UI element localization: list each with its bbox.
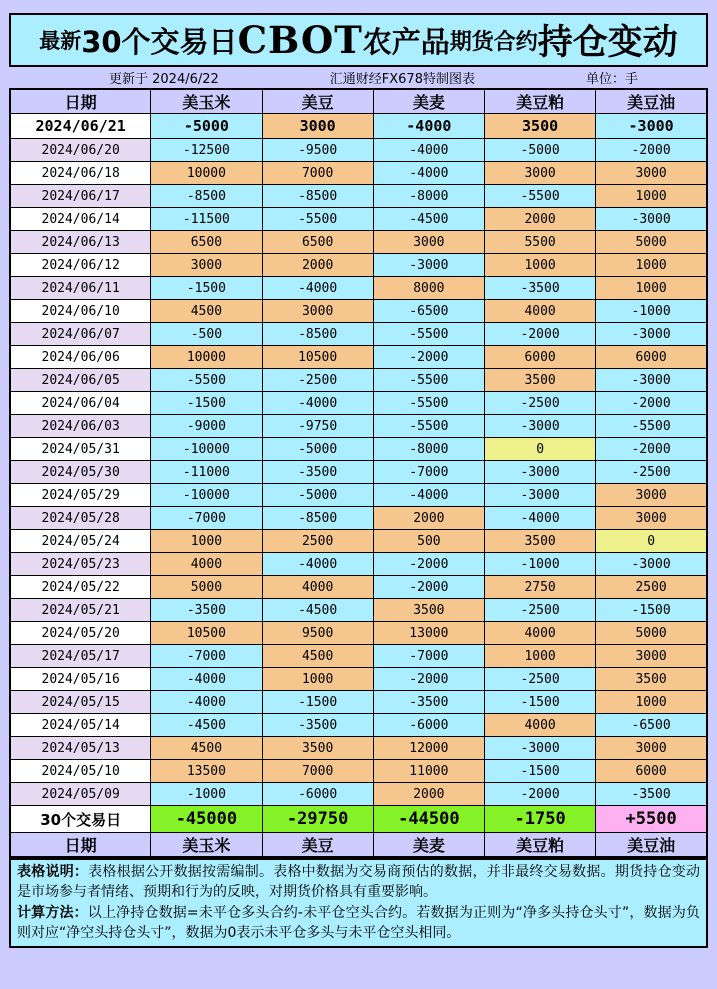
date-cell: 2024/06/21	[10, 114, 151, 139]
value-cell-美豆粕: 6000	[484, 346, 595, 369]
value-cell-美玉米: 10500	[151, 622, 262, 645]
footer-column-header-5: 美豆油	[596, 833, 707, 858]
summary-label: 30个交易日	[10, 806, 151, 833]
value-cell-美豆: -1500	[262, 691, 373, 714]
value-cell-美玉米: -500	[151, 323, 262, 346]
date-cell: 2024/05/31	[10, 438, 151, 461]
value-cell-美麦: 3000	[373, 231, 484, 254]
summary-value-美豆油: +5500	[596, 806, 707, 833]
date-cell: 2024/05/28	[10, 507, 151, 530]
date-cell: 2024/05/23	[10, 553, 151, 576]
date-cell: 2024/05/10	[10, 760, 151, 783]
value-cell-美麦: -5500	[373, 323, 484, 346]
value-cell-美豆粕: -4000	[484, 507, 595, 530]
value-cell-美玉米: 1000	[151, 530, 262, 553]
title-part-4: 农产品	[362, 24, 450, 59]
date-cell: 2024/05/21	[10, 599, 151, 622]
notes-label-1: 表格说明：	[17, 864, 89, 880]
value-cell-美豆粕: -5000	[484, 139, 595, 162]
value-cell-美豆油: 3000	[596, 737, 707, 760]
value-cell-美豆: -2500	[262, 369, 373, 392]
table-row	[10, 369, 707, 392]
subtitle-row	[9, 67, 708, 88]
value-cell-美豆: 4500	[262, 645, 373, 668]
value-cell-美玉米: 10000	[151, 162, 262, 185]
table-row	[10, 300, 707, 323]
positions-table	[9, 88, 708, 858]
notes-box	[9, 858, 708, 948]
value-cell-美豆油: -2500	[596, 461, 707, 484]
value-cell-美豆油: 1000	[596, 185, 707, 208]
value-cell-美玉米: -11000	[151, 461, 262, 484]
value-cell-美麦: -5500	[373, 369, 484, 392]
value-cell-美豆油: 6000	[596, 346, 707, 369]
table-row	[10, 507, 707, 530]
value-cell-美玉米: -9000	[151, 415, 262, 438]
value-cell-美麦: -8000	[373, 185, 484, 208]
value-cell-美玉米: -10000	[151, 438, 262, 461]
table-row	[10, 277, 707, 300]
value-cell-美豆油: 3000	[596, 484, 707, 507]
value-cell-美麦: 2000	[373, 783, 484, 806]
value-cell-美麦: -3500	[373, 691, 484, 714]
table-row	[10, 254, 707, 277]
value-cell-美豆粕: -2500	[484, 668, 595, 691]
value-cell-美麦: -5500	[373, 415, 484, 438]
value-cell-美豆油: 1000	[596, 691, 707, 714]
table-row	[10, 622, 707, 645]
value-cell-美豆粕: -2000	[484, 783, 595, 806]
table-footer	[10, 806, 707, 858]
value-cell-美豆油: 5000	[596, 231, 707, 254]
table-body	[10, 114, 707, 806]
value-cell-美豆油: 3000	[596, 507, 707, 530]
value-cell-美麦: -3000	[373, 254, 484, 277]
table-row	[10, 760, 707, 783]
value-cell-美麦: -2000	[373, 576, 484, 599]
table-header	[10, 89, 707, 114]
summary-value-美豆粕: -1750	[484, 806, 595, 833]
value-cell-美豆粕: 3500	[484, 530, 595, 553]
notes-text-1: 表格根据公开数据按需编制。表格中数据为交易商预估的数据，并非最终交易数据。期货持仓变动是市场参与者情绪、预期和行为的反映，对期货价格具有重要影响。	[17, 864, 700, 901]
value-cell-美豆油: -1500	[596, 599, 707, 622]
value-cell-美豆: -5000	[262, 484, 373, 507]
value-cell-美麦: 3500	[373, 599, 484, 622]
value-cell-美豆: -8500	[262, 507, 373, 530]
value-cell-美玉米: -4000	[151, 668, 262, 691]
value-cell-美豆油: -3000	[596, 369, 707, 392]
value-cell-美玉米: -7000	[151, 507, 262, 530]
value-cell-美麦: -2000	[373, 668, 484, 691]
value-cell-美豆粕: -3000	[484, 737, 595, 760]
value-cell-美豆粕: 2000	[484, 208, 595, 231]
value-cell-美麦: 11000	[373, 760, 484, 783]
table-row	[10, 553, 707, 576]
value-cell-美豆: -9500	[262, 139, 373, 162]
value-cell-美麦: -4000	[373, 484, 484, 507]
date-cell: 2024/06/04	[10, 392, 151, 415]
value-cell-美玉米: -5500	[151, 369, 262, 392]
value-cell-美玉米: 5000	[151, 576, 262, 599]
table-row	[10, 530, 707, 553]
date-cell: 2024/05/30	[10, 461, 151, 484]
date-cell: 2024/06/14	[10, 208, 151, 231]
value-cell-美玉米: -12500	[151, 139, 262, 162]
value-cell-美豆: -6000	[262, 783, 373, 806]
table-row	[10, 438, 707, 461]
value-cell-美玉米: -10000	[151, 484, 262, 507]
column-header-5: 美豆油	[596, 89, 707, 114]
value-cell-美豆: 3500	[262, 737, 373, 760]
table-row	[10, 415, 707, 438]
value-cell-美豆: 9500	[262, 622, 373, 645]
table-row	[10, 737, 707, 760]
column-header-3: 美麦	[373, 89, 484, 114]
date-cell: 2024/06/06	[10, 346, 151, 369]
summary-value-美玉米: -45000	[151, 806, 262, 833]
value-cell-美玉米: -1000	[151, 783, 262, 806]
date-cell: 2024/06/10	[10, 300, 151, 323]
value-cell-美麦: -2000	[373, 553, 484, 576]
value-cell-美豆油: -3000	[596, 208, 707, 231]
value-cell-美豆粕: -2500	[484, 599, 595, 622]
value-cell-美豆粕: 4000	[484, 300, 595, 323]
value-cell-美豆油: -5500	[596, 415, 707, 438]
value-cell-美麦: -6500	[373, 300, 484, 323]
value-cell-美豆粕: 4000	[484, 714, 595, 737]
footer-header-row	[10, 833, 707, 858]
updated-date-label: 更新于 2024/6/22	[109, 72, 219, 87]
value-cell-美豆粕: 3500	[484, 114, 595, 139]
value-cell-美麦: 2000	[373, 507, 484, 530]
value-cell-美豆油: -2000	[596, 392, 707, 415]
column-header-0: 日期	[10, 89, 151, 114]
date-cell: 2024/06/20	[10, 139, 151, 162]
value-cell-美豆油: 1000	[596, 254, 707, 277]
table-row	[10, 599, 707, 622]
date-cell: 2024/06/12	[10, 254, 151, 277]
value-cell-美豆油: -3000	[596, 323, 707, 346]
footer-column-header-4: 美豆粕	[484, 833, 595, 858]
value-cell-美豆粕: -3500	[484, 277, 595, 300]
date-cell: 2024/06/07	[10, 323, 151, 346]
table-row	[10, 714, 707, 737]
value-cell-美麦: -5500	[373, 392, 484, 415]
table-row	[10, 139, 707, 162]
value-cell-美麦: 8000	[373, 277, 484, 300]
value-cell-美豆粕: -2000	[484, 323, 595, 346]
table-row	[10, 231, 707, 254]
value-cell-美豆粕: -1000	[484, 553, 595, 576]
value-cell-美豆粕: -2500	[484, 392, 595, 415]
value-cell-美豆: 7000	[262, 760, 373, 783]
value-cell-美豆油: 3000	[596, 645, 707, 668]
value-cell-美玉米: -7000	[151, 645, 262, 668]
value-cell-美玉米: 4000	[151, 553, 262, 576]
header-row	[10, 89, 707, 114]
value-cell-美豆粕: -1500	[484, 691, 595, 714]
value-cell-美豆: -9750	[262, 415, 373, 438]
source-label: 汇通财经FX678特制图表	[329, 72, 475, 87]
value-cell-美麦: -7000	[373, 645, 484, 668]
table-row	[10, 185, 707, 208]
value-cell-美玉米: -1500	[151, 277, 262, 300]
value-cell-美玉米: -11500	[151, 208, 262, 231]
notes-paragraph-2	[17, 903, 700, 944]
value-cell-美豆油: -2000	[596, 438, 707, 461]
value-cell-美玉米: -5000	[151, 114, 262, 139]
summary-row	[10, 806, 707, 833]
value-cell-美豆: -4500	[262, 599, 373, 622]
value-cell-美豆油: 5000	[596, 622, 707, 645]
value-cell-美豆粕: -1500	[484, 760, 595, 783]
date-cell: 2024/05/15	[10, 691, 151, 714]
value-cell-美玉米: 4500	[151, 300, 262, 323]
value-cell-美豆粕: 0	[484, 438, 595, 461]
date-cell: 2024/05/29	[10, 484, 151, 507]
value-cell-美玉米: 6500	[151, 231, 262, 254]
value-cell-美豆粕: -3000	[484, 484, 595, 507]
table-row	[10, 162, 707, 185]
value-cell-美豆: 10500	[262, 346, 373, 369]
value-cell-美豆: 4000	[262, 576, 373, 599]
column-header-4: 美豆粕	[484, 89, 595, 114]
value-cell-美麦: -4000	[373, 139, 484, 162]
value-cell-美麦: -6000	[373, 714, 484, 737]
table-row	[10, 668, 707, 691]
notes-text-2: 以上净持仓数据=未平仓多头合约-未平仓空头合约。若数据为正则为“净多头持仓头寸”，数据为负则对应“净空头持仓头寸”，数据为0表示未平仓多头与未平仓空头相同。	[17, 904, 700, 941]
value-cell-美豆: -3500	[262, 461, 373, 484]
value-cell-美豆油: -1000	[596, 300, 707, 323]
value-cell-美豆: -4000	[262, 392, 373, 415]
value-cell-美豆粕: 3000	[484, 162, 595, 185]
value-cell-美豆: 3000	[262, 300, 373, 323]
value-cell-美豆油: 2500	[596, 576, 707, 599]
title-part-3: CBOT	[237, 18, 363, 62]
value-cell-美豆粕: -5500	[484, 185, 595, 208]
value-cell-美玉米: 4500	[151, 737, 262, 760]
value-cell-美麦: -4000	[373, 114, 484, 139]
value-cell-美豆油: -6500	[596, 714, 707, 737]
title-part-1: 最新	[39, 29, 82, 53]
value-cell-美豆: 6500	[262, 231, 373, 254]
date-cell: 2024/06/11	[10, 277, 151, 300]
value-cell-美豆: -8500	[262, 185, 373, 208]
value-cell-美豆: 2000	[262, 254, 373, 277]
title-part-6: 持仓变动	[537, 23, 678, 63]
date-cell: 2024/05/20	[10, 622, 151, 645]
value-cell-美豆: 2500	[262, 530, 373, 553]
value-cell-美豆油: 0	[596, 530, 707, 553]
table-row	[10, 346, 707, 369]
value-cell-美麦: -2000	[373, 346, 484, 369]
value-cell-美豆粕: 5500	[484, 231, 595, 254]
value-cell-美豆油: 6000	[596, 760, 707, 783]
value-cell-美玉米: 3000	[151, 254, 262, 277]
value-cell-美麦: 13000	[373, 622, 484, 645]
value-cell-美豆油: -2000	[596, 139, 707, 162]
value-cell-美玉米: 10000	[151, 346, 262, 369]
value-cell-美麦: 12000	[373, 737, 484, 760]
table-row	[10, 645, 707, 668]
page-title	[9, 13, 708, 67]
value-cell-美玉米: -8500	[151, 185, 262, 208]
value-cell-美豆粕: 1000	[484, 254, 595, 277]
value-cell-美豆粕: -3000	[484, 461, 595, 484]
table-row	[10, 691, 707, 714]
value-cell-美豆油: 3000	[596, 162, 707, 185]
date-cell: 2024/05/14	[10, 714, 151, 737]
table-row	[10, 114, 707, 139]
date-cell: 2024/05/09	[10, 783, 151, 806]
value-cell-美豆: -5000	[262, 438, 373, 461]
value-cell-美玉米: -3500	[151, 599, 262, 622]
date-cell: 2024/06/18	[10, 162, 151, 185]
title-part-5: 期货合约	[449, 29, 538, 55]
footer-column-header-0: 日期	[10, 833, 151, 858]
date-cell: 2024/05/13	[10, 737, 151, 760]
date-cell: 2024/06/03	[10, 415, 151, 438]
summary-value-美麦: -44500	[373, 806, 484, 833]
footer-column-header-1: 美玉米	[151, 833, 262, 858]
value-cell-美豆油: 1000	[596, 277, 707, 300]
unit-label: 单位：手	[585, 72, 638, 87]
value-cell-美麦: -4500	[373, 208, 484, 231]
value-cell-美豆: -3500	[262, 714, 373, 737]
value-cell-美豆粕: 2750	[484, 576, 595, 599]
table-row	[10, 392, 707, 415]
footer-column-header-3: 美麦	[373, 833, 484, 858]
date-cell: 2024/05/22	[10, 576, 151, 599]
value-cell-美豆粕: 1000	[484, 645, 595, 668]
date-cell: 2024/06/05	[10, 369, 151, 392]
value-cell-美豆油: -3000	[596, 553, 707, 576]
value-cell-美豆油: 3500	[596, 668, 707, 691]
table-row	[10, 484, 707, 507]
summary-value-美豆: -29750	[262, 806, 373, 833]
notes-paragraph-1	[17, 862, 700, 903]
date-cell: 2024/05/17	[10, 645, 151, 668]
value-cell-美玉米: -4000	[151, 691, 262, 714]
value-cell-美麦: 500	[373, 530, 484, 553]
column-header-2: 美豆	[262, 89, 373, 114]
value-cell-美豆油: -3500	[596, 783, 707, 806]
value-cell-美豆粕: 3500	[484, 369, 595, 392]
footer-column-header-2: 美豆	[262, 833, 373, 858]
date-cell: 2024/06/17	[10, 185, 151, 208]
value-cell-美豆: -4000	[262, 277, 373, 300]
value-cell-美豆油: -3000	[596, 114, 707, 139]
table-row	[10, 576, 707, 599]
date-cell: 2024/06/13	[10, 231, 151, 254]
notes-label-2: 计算方法：	[17, 904, 88, 921]
table-row	[10, 208, 707, 231]
date-cell: 2024/05/24	[10, 530, 151, 553]
value-cell-美玉米: -1500	[151, 392, 262, 415]
value-cell-美豆: -4000	[262, 553, 373, 576]
value-cell-美麦: -4000	[373, 162, 484, 185]
value-cell-美玉米: -4500	[151, 714, 262, 737]
value-cell-美豆粕: -3000	[484, 415, 595, 438]
title-part-2: 30个交易日	[81, 24, 238, 59]
table-row	[10, 783, 707, 806]
value-cell-美豆: 7000	[262, 162, 373, 185]
value-cell-美豆: -8500	[262, 323, 373, 346]
date-cell: 2024/05/16	[10, 668, 151, 691]
value-cell-美豆: 1000	[262, 668, 373, 691]
table-row	[10, 461, 707, 484]
value-cell-美豆: -5500	[262, 208, 373, 231]
value-cell-美豆粕: 4000	[484, 622, 595, 645]
value-cell-美麦: -7000	[373, 461, 484, 484]
value-cell-美玉米: 13500	[151, 760, 262, 783]
value-cell-美豆: 3000	[262, 114, 373, 139]
table-row	[10, 323, 707, 346]
value-cell-美麦: -8000	[373, 438, 484, 461]
column-header-1: 美玉米	[151, 89, 262, 114]
